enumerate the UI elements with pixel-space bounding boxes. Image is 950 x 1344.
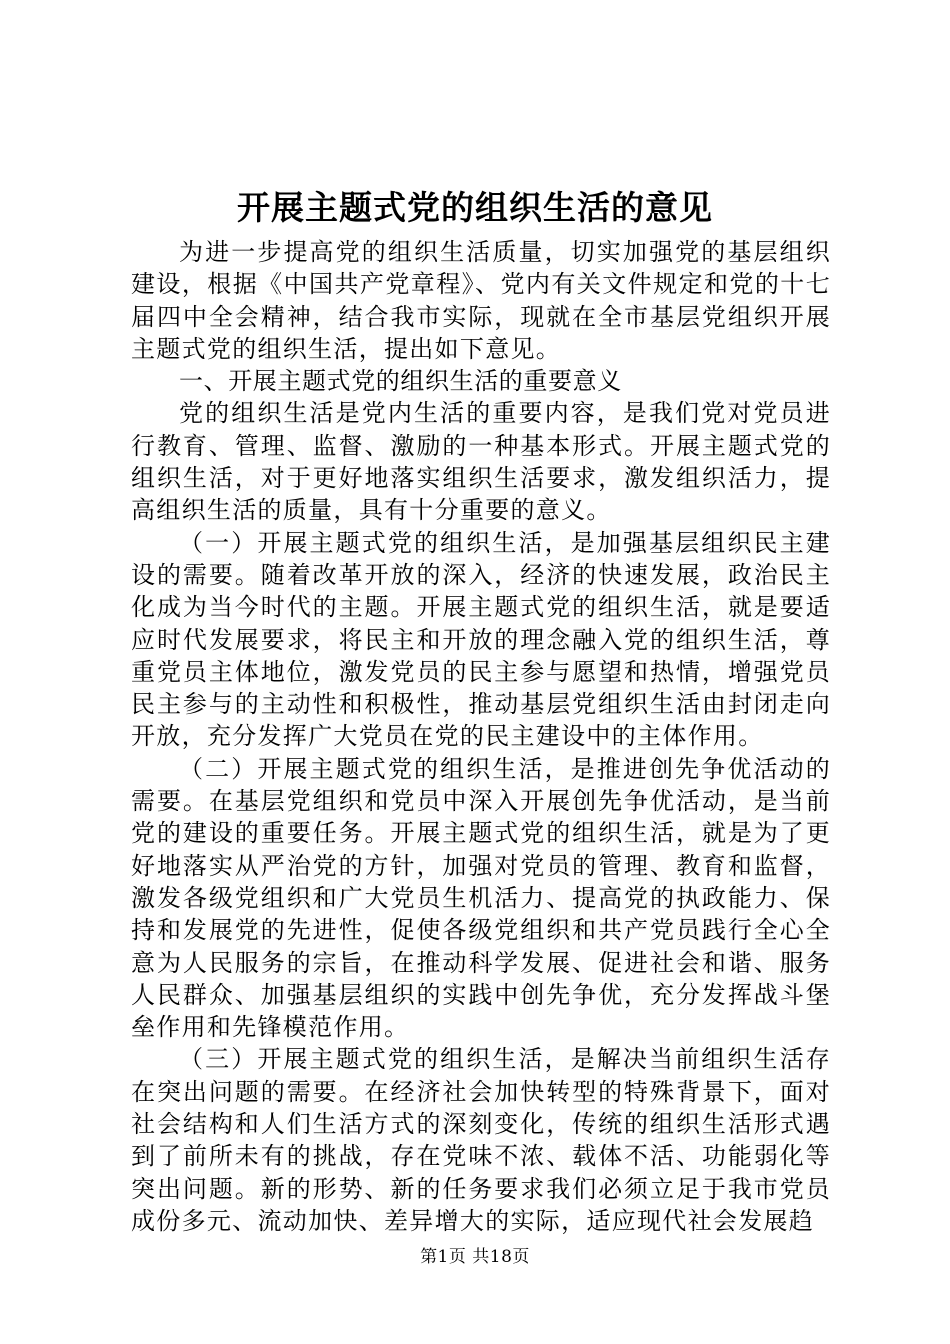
section-paragraph: 党的组织生活是党内生活的重要内容，是我们党对党员进行教育、管理、监督、激励的一种基本形式。开展主题式党的组织生活，对于更好地落实组织生活要求，激发组织活力，提高组织生活的质量，具有十分重要的意义。 bbox=[131, 399, 831, 525]
point-three-paragraph: （三）开展主题式党的组织生活，是解决当前组织生活存在突出问题的需要。在经济社会加快转型的特殊背景下，面对社会结构和人们生活方式的深刻变化，传统的组织生活形式遇到了前所未有的挑战，存在党味不浓、载体不活、功能弱化等突出问题。新的形势、新的任务要求我们必须立足于我市党员成份多元、流动加快、差异增大的实际，适应现代社会发展趋 bbox=[131, 1045, 831, 1235]
point-one-paragraph: （一）开展主题式党的组织生活，是加强基层组织民主建设的需要。随着改革开放的深入，经济的快速发展，政治民主化成为当今时代的主题。开展主题式党的组织生活，就是要适应时代发展要求，将民主和开放的理念融入党的组织生活，尊重党员主体地位，激发党员的民主参与愿望和热情，增强党员民主参与的主动性和积极性，推动基层党组织生活由封闭走向开放，充分发挥广大党员在党的民主建设中的主体作用。 bbox=[131, 528, 831, 751]
point-two-paragraph: （二）开展主题式党的组织生活，是推进创先争优活动的需要。在基层党组织和党员中深入开展创先争优活动，是当前党的建设的重要任务。开展主题式党的组织生活，就是为了更好地落实从严治党的方针，加强对党员的管理、教育和监督，激发各级党组织和广大党员生机活力、提高党的执政能力、保持和发展党的先进性，促使各级党组织和共产党员践行全心全意为人民服务的宗旨，在推动科学发展、促进社会和谐、服务人民群众、加强基层组织的实践中创先争优，充分发挥战斗堡垒作用和先锋模范作用。 bbox=[131, 754, 831, 1042]
document-title: 开展主题式党的组织生活的意见 bbox=[237, 188, 713, 227]
page-number-footer: 第1页 共18页 bbox=[420, 1247, 530, 1267]
section-heading: 一、开展主题式党的组织生活的重要意义 bbox=[179, 367, 622, 396]
document-body bbox=[131, 236, 831, 1237]
intro-paragraph: 为进一步提高党的组织生活质量，切实加强党的基层组织建设，根据《中国共产党章程》、党内有关文件规定和党的十七届四中全会精神，结合我市实际，现就在全市基层党组织开展主题式党的组织生活，提出如下意见。 bbox=[131, 238, 831, 363]
